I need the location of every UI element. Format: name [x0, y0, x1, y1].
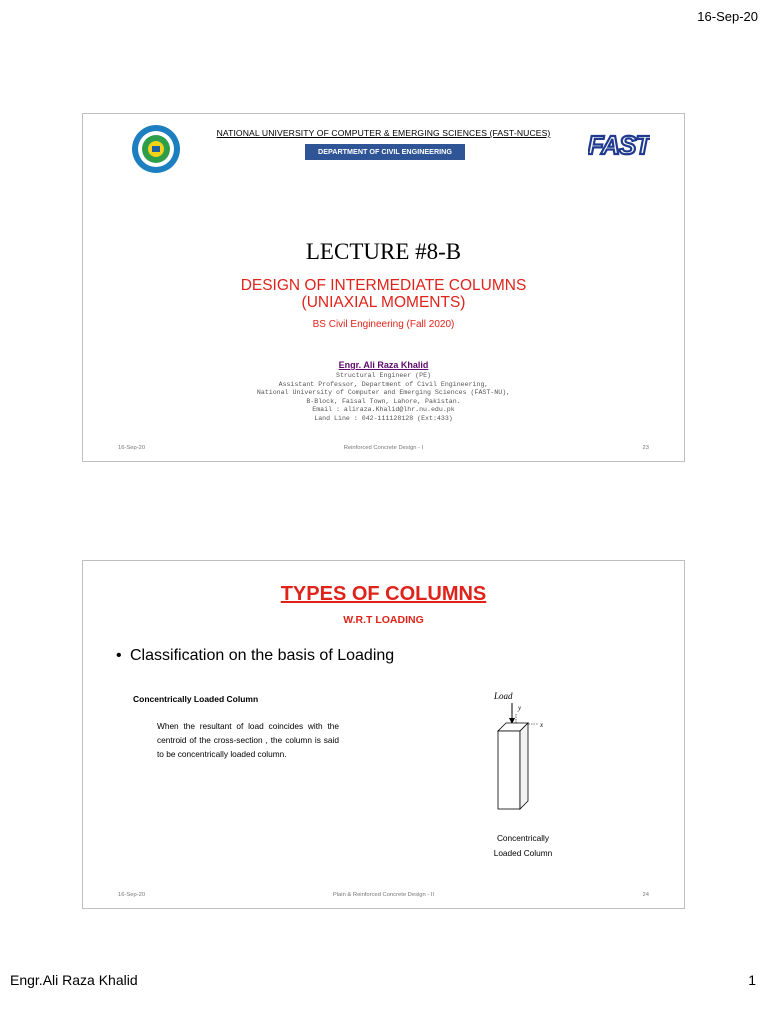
- bullet-icon: •: [116, 647, 122, 664]
- university-name: NATIONAL UNIVERSITY OF COMPUTER & EMERGING SCIENCES (FAST-NUCES): [216, 128, 551, 138]
- slide-subtitle: W.R.T LOADING: [343, 614, 424, 626]
- fast-logo-text: FAST: [588, 130, 650, 159]
- info-line: Assistant Professor, Department of Civil Engineering,: [278, 380, 489, 388]
- column-diagram-icon: [488, 687, 558, 813]
- caption-line: Loaded Column: [493, 848, 553, 858]
- slide-footer-date: 16-Sep-20: [118, 445, 146, 451]
- slide-footer-number: 23: [642, 445, 649, 451]
- department-badge: DEPARTMENT OF CIVIL ENGINEERING: [305, 144, 465, 160]
- section-title: Concentrically Loaded Column: [133, 694, 259, 704]
- bullet-text: Classification on the basis of Loading: [130, 647, 395, 664]
- page-footer-author: Engr.Ali Raza Khalid: [10, 972, 138, 988]
- info-line: Structural Engineer (PE): [336, 372, 431, 379]
- figure-caption: [478, 831, 568, 861]
- page-date: 16-Sep-20: [697, 9, 758, 24]
- design-title-line1: DESIGN OF INTERMEDIATE COLUMNS: [240, 277, 527, 294]
- bullet-item: [116, 647, 394, 665]
- slide-footer-number: 24: [642, 892, 649, 898]
- author-name: Engr. Ali Raza Khalid: [338, 360, 429, 370]
- program-line: BS Civil Engineering (Fall 2020): [312, 319, 455, 330]
- slide-footer-course: Plain & Reinforced Concrete Design - II: [332, 892, 435, 898]
- caption-line: Concentrically: [496, 833, 550, 843]
- y-axis-label: y: [518, 704, 522, 712]
- slide-title: [82, 113, 685, 462]
- info-line: B-Block, Faisal Town, Lahore, Pakistan.: [306, 397, 461, 405]
- author-info: [83, 372, 684, 424]
- slide-footer-course: Reinforced Concrete Design - I: [343, 445, 424, 451]
- design-title-line2: (UNIAXIAL MOMENTS): [301, 294, 466, 311]
- slide-footer-date: 16-Sep-20: [118, 892, 146, 898]
- page-number: 1: [748, 972, 756, 988]
- info-line: National University of Computer and Emerging Sciences (FAST-NU),: [256, 389, 511, 397]
- x-axis-label: x: [540, 721, 544, 729]
- slide-title: TYPES OF COLUMNS: [280, 583, 487, 605]
- load-label: Load: [494, 691, 513, 701]
- section-description: When the resultant of load coincides with the centroid of the cross-section , the column is said to be concentrically loaded column.: [157, 721, 339, 759]
- fast-logo-icon: [588, 129, 650, 159]
- slide-types-of-columns: [82, 560, 685, 909]
- info-line: Email : aliraza.Khalid@lhr.nu.edu.pk: [312, 406, 455, 414]
- lecture-title: LECTURE #8-B: [305, 239, 462, 264]
- info-line: Land Line : 042-111128128 (Ext:433): [314, 414, 453, 422]
